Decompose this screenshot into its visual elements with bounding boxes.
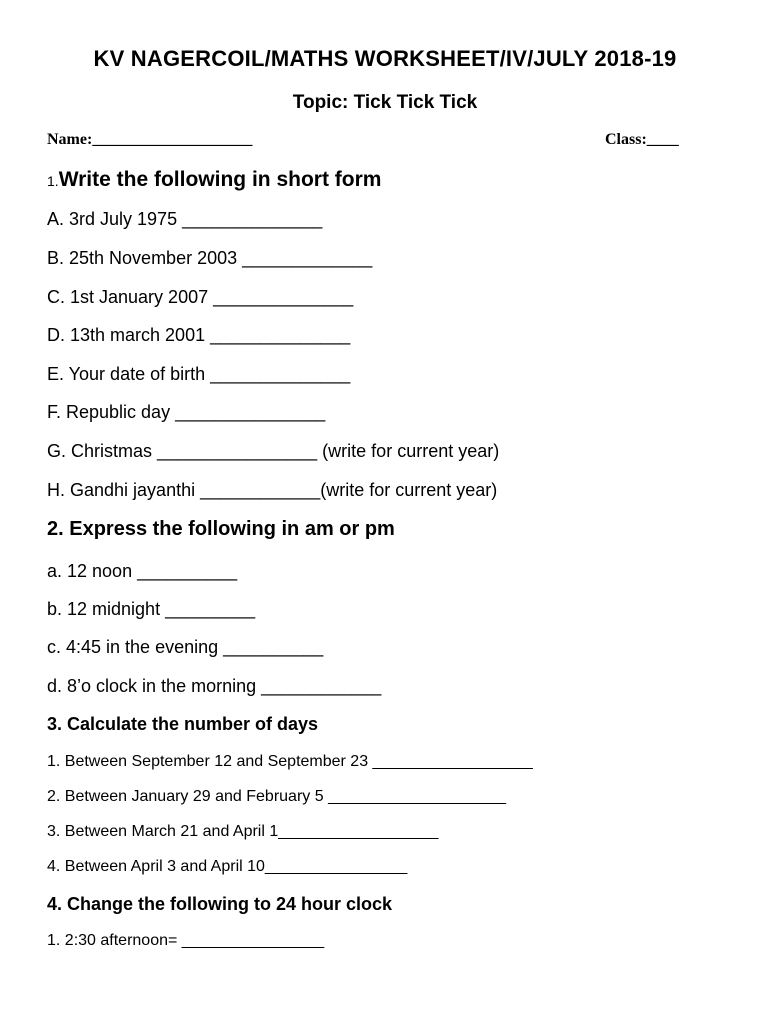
section3-heading: 3. Calculate the number of days: [47, 714, 319, 734]
section2-item: a. 12 noon __________: [47, 561, 238, 581]
worksheet-title: KV NAGERCOIL/MATHS WORKSHEET/IV/JULY 2018-19: [93, 46, 677, 71]
section2-heading: 2. Express the following in am or pm: [47, 518, 395, 540]
section2-item: d. 8’o clock in the morning ____________: [47, 676, 382, 696]
section4-item: 1. 2:30 afternoon= ________________: [47, 932, 325, 949]
section4-heading: 4. Change the following to 24 hour clock: [47, 894, 393, 914]
section1-item: D. 13th march 2001 ______________: [47, 325, 351, 345]
section1-item: C. 1st January 2007 ______________: [47, 287, 354, 307]
section1-item: H. Gandhi jayanthi ____________(write for current year): [47, 480, 498, 500]
section1-number: 1.: [47, 173, 59, 189]
section3-item: 3. Between March 21 and April 1__________________: [47, 823, 439, 840]
section1-heading-text: Write the following in short form: [58, 168, 382, 191]
section3-item: 2. Between January 29 and February 5 ____________________: [47, 788, 507, 805]
section1-item: E. Your date of birth ______________: [47, 364, 351, 384]
section3-item: 1. Between September 12 and September 23 __________________: [47, 753, 533, 770]
worksheet-topic: Topic: Tick Tick Tick: [292, 92, 478, 113]
section1-item: A. 3rd July 1975 ______________: [47, 209, 323, 229]
name-field: Name:____________________: [47, 131, 253, 148]
section2-item: c. 4:45 in the evening __________: [47, 637, 324, 657]
section1-heading: [47, 168, 381, 192]
section2-item: b. 12 midnight _________: [47, 599, 256, 619]
section1-item: G. Christmas ________________ (write for current year): [47, 441, 500, 461]
section1-item: F. Republic day _______________: [47, 402, 326, 422]
section1-item: B. 25th November 2003 _____________: [47, 248, 373, 268]
section3-item: 4. Between April 3 and April 10________________: [47, 858, 408, 875]
class-field: Class:____: [605, 131, 679, 148]
